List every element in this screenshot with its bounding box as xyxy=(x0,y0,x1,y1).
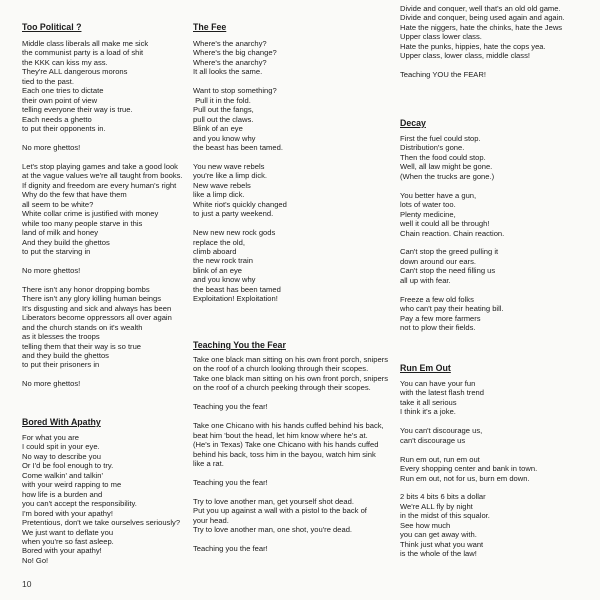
lyrics-teaching-you-the-fear-continued: Divide and conquer, well that's an old old game. Divide and conquer, being used again and again. Hate the niggers, hate the chinks, hate the Jews Upper class lower class. Hate the punks, hippies, hate the cops yea. Upper class, lower class, middle class! Teaching YOU the FEAR! xyxy=(400,4,565,80)
page-number: 10 xyxy=(22,579,32,589)
lyrics-the-fee: Where's the anarchy? Where's the big change? Where's the anarchy? It all looks the same. Want to stop something? Pull it in the fold. Pull out the fangs, pull out the claws. Blink of an eye and you know why the beast has been tamed. You new wave rebels you're like a limp dick. New wave rebels like a limp dick. White riot's quickly changed to just a party weekend. New new new rock gods replace the old, climb aboard the new rock train blink of an eye and you know why the beast has been tamed Exploitation! Exploitation! xyxy=(193,39,287,304)
song-title-the-fee: The Fee xyxy=(193,22,227,32)
song-title-teaching-you-the-fear: Teaching You the Fear xyxy=(193,340,286,350)
song-title-bored-with-apathy: Bored With Apathy xyxy=(22,417,101,427)
song-title-too-political: Too Political ? xyxy=(22,22,82,32)
song-title-decay: Decay xyxy=(400,118,426,128)
lyrics-bored-with-apathy: For what you are I could spit in your eye. No way to describe you Or I'd be fool enough to try. Come walkin' and talkin' with your weird rapping to me how life is a burden and you can't accept the responsibility. I'm bored with your apathy! Pretentious, don't we take ourselves seriously? We just want to deflate you when you're so fast asleep. Bored with your apathy! No! Go! xyxy=(22,433,181,565)
lyrics-teaching-you-the-fear: Take one black man sitting on his own front porch, snipers on the roof of a church looking through their scopes. Take one black man sitting on his own front porch, snipers on the roof of a church peeking through their scopes. Teaching you the fear! Take one Chicano with his hands cuffed behind his back, beat him 'bout the head, let him know where he's at. (He's in Texas) Take one Chicano with his hands cuffed behind his back, toss him in the bayou, watch him sink like a rat. Teaching you the fear! Try to love another man, get yourself shot dead. Put you up against a wall with a pistol to the back of your head. Try to love another man, one shot, you're dead. Teaching you the fear! xyxy=(193,355,389,554)
song-title-run-em-out: Run Em Out xyxy=(400,363,451,373)
lyrics-decay: First the fuel could stop. Distribution's gone. Then the food could stop. Well, all law might be gone. (When the trucks are gone.) You better have a gun, lots of water too. Plenty medicine, well it could all be through! Chain reaction. Chain reaction. Can't stop the greed pulling it down around our ears. Can't stop the need filling us all up with fear. Freeze a few old folks who can't pay their heating bill. Pay a few more farmers not to plow their fields. xyxy=(400,134,505,333)
lyrics-too-political: Middle class liberals all make me sick the communist party is a load of shit the KKK can kiss my ass. They're ALL dangerous morons tied to the past. Each one tries to dictate their own point of view telling everyone their way is true. Each needs a ghetto to put their opponents in. No more ghettos! Let's stop playing games and take a good look at the vague values we're all taught from books. If dignity and freedom are every human's right Why do the few that have them all seem to be white? White collar crime is justified with money while too many people starve in this land of milk and honey And they build the ghettos to put the starving in No more ghettos! There isn't any honor dropping bombs There isn't any glory killing human beings It's disgusting and sick and always has been Liberators become oppressors all over again and the church stands on it's wealth as it blesses the troops telling them that their way is so true and they build the ghettos to put their prisoners in No more ghettos! xyxy=(22,39,183,389)
lyrics-run-em-out: You can have your fun with the latest flash trend take it all serious I think it's a joke. You can't discourage us, can't discourage us Run em out, run em out Every shopping center and bank in town. Run em out, not for us, burn em down. 2 bits 4 bits 6 bits a dollar We're ALL fly by night in the midst of this squalor. See how much you can get away with. Think just what you want is the whole of the law! xyxy=(400,379,538,559)
